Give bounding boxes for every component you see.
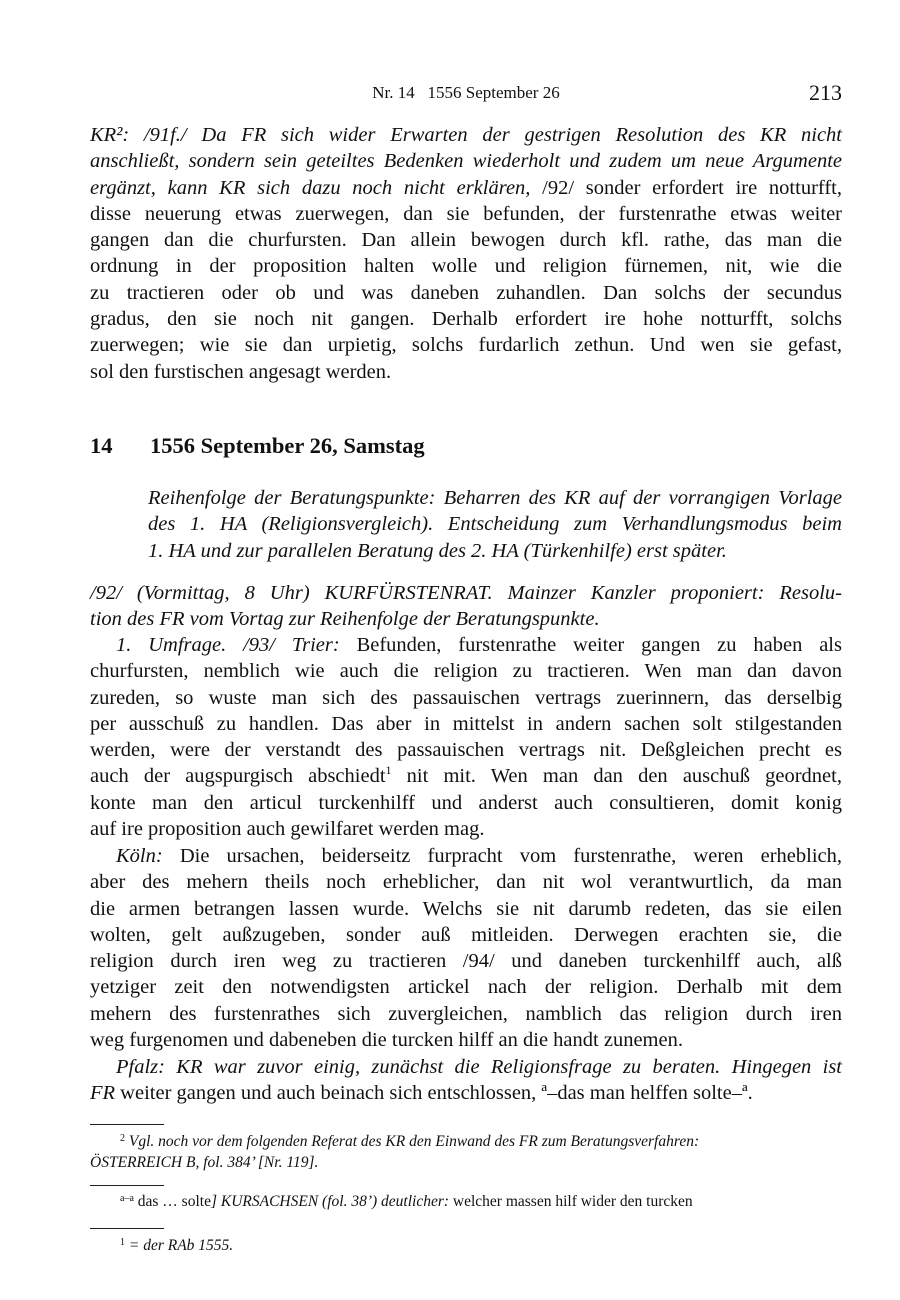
footnote-2 — [90, 1131, 842, 1173]
footnote-line — [90, 1131, 842, 1152]
running-title: Nr. 14 1556 September 26 — [372, 83, 560, 102]
footnote-1 — [90, 1235, 842, 1256]
section-summary — [148, 485, 842, 564]
summary-line: Reihenfolge der Beratungspunkte: Beharren des KR auf der vorrangigen Vorlage — [148, 487, 842, 509]
footnote-rule — [90, 1124, 164, 1125]
text-span: das … solte — [133, 1193, 211, 1210]
text-span: FR — [90, 1082, 116, 1105]
summary-line: 1. HA und zur parallelen Beratung des 2. HA (Türkenhilfe) erst später. — [148, 539, 727, 562]
text-line: anschließt, sondern sein geteiltes Bedenken wiederholt und zudem um neue Argumente — [90, 150, 842, 173]
text-span: weiter gangen und auch beinach sich entschlossen, ª–das man helffen solte–ª. — [115, 1082, 753, 1105]
text-span: ] KURSACHSEN (fol. 38’) deutlicher: — [210, 1193, 450, 1210]
text-line: ordnung in der proposition halten wolle und religion fürnemen, nit, wie die — [90, 255, 842, 278]
text-line: gangen dan die churfursten. Dan allein bewogen durch kfl. rathe, das man die — [90, 229, 842, 252]
text-line: Pfalz: KR war zuvor einig, zunächst die Religionsfrage zu beraten. Hingegen ist — [116, 1056, 842, 1078]
text-span: /92/ sonder erfordert ire notturfft, — [530, 176, 843, 199]
text-line: churfursten, nemblich wie auch die religion zu tractieren. Wen man dan davon — [90, 660, 842, 683]
summary-line: des 1. HA (Religionsvergleich). Entscheidung zum Verhandlungsmodus beim — [148, 513, 842, 536]
text-line — [90, 1080, 842, 1106]
footnote-ref: 1 — [385, 763, 392, 778]
footnote-a — [90, 1191, 842, 1212]
footnote-line: ÖSTERREICH B, fol. 384’ [Nr. 119]. — [90, 1154, 319, 1171]
page-number: 213 — [809, 80, 842, 105]
text-line: wolten, gelt außzugeben, sonder auß mitleiden. Derwegen erachten sie, die — [90, 923, 842, 946]
text-line: yetziger zeit den notwendigsten artickel nach der religion. Derhalb mit dem — [90, 976, 842, 999]
speaker-label: Köln: — [116, 845, 163, 867]
text-line — [90, 763, 842, 789]
text-line — [90, 632, 842, 658]
text-span: Vgl. noch vor dem folgenden Referat des KR den Einwand des FR zum Beratungsverfahren: — [128, 1133, 700, 1150]
text-span: auch der augspurgisch abschiedt — [90, 765, 386, 788]
session-line: tion des FR vom Vortag zur Reihenfolge der Beratungspunkte. — [90, 608, 600, 631]
text-line: zureden, so wuste man sich des passauischen vertrags zuerinnern, das derselbig — [90, 686, 842, 709]
text-span: nit mit. Wen man dan den auschuß geordnet, — [391, 765, 842, 788]
text-line: konte man den articul turckenhilff und anderst auch consultieren, domit konig — [90, 791, 842, 814]
page-header — [90, 80, 842, 110]
footnote-mark: 2 — [120, 1133, 125, 1144]
footnote-line — [90, 1191, 842, 1212]
text-line — [90, 843, 842, 869]
text-line: weg furgenomen und dabeneben die turcken hilff an die handt zunemen. — [90, 1029, 683, 1052]
session-intro — [90, 580, 842, 633]
text-line: religion durch iren weg zu tractieren /94/ und daneben turckenhilff auch, alß — [90, 950, 842, 973]
text-line: die armen betrangen lassen wurde. Welchs sie nit darumb redeten, das sie eilen — [90, 897, 842, 920]
section-heading — [90, 433, 425, 459]
intro-paragraph — [90, 122, 842, 385]
text-line: auf ire proposition auch gewilfaret werden mag. — [90, 818, 485, 841]
koeln-paragraph — [90, 843, 842, 1053]
footnote-mark: a–a — [120, 1193, 134, 1204]
text-line: zu tractieren oder ob und was daneben zuhandlen. Dan solchs der secundus — [90, 281, 842, 304]
text-line: per ausschuß zu handlen. Das aber in mittelst in andern sachen solt stilgestanden — [90, 712, 842, 735]
footnote-mark: 1 — [120, 1237, 125, 1248]
text-span: ergänzt, kann KR sich dazu noch nicht erklären, — [90, 176, 531, 199]
session-line: /92/ (Vormittag, 8 Uhr) KURFÜRSTENRAT. Mainzer Kanzler proponiert: Resolu- — [90, 582, 842, 604]
text-span: welcher massen hilf wider den turcken — [449, 1193, 693, 1210]
text-line: aber des mehern theils noch erheblicher, dan nit wol verantwurtlich, da man — [90, 871, 842, 894]
text-line: sol den furstischen angesagt werden. — [90, 360, 392, 383]
text-line: gradus, den sie noch nit gangen. Derhalb erfordert ire hohe notturfft, solchs — [90, 308, 842, 331]
text-span: Befunden, furstenrathe weiter gangen zu haben als — [339, 634, 842, 656]
text-line: KR²: /91f./ Da FR sich wider Erwarten der gestrigen Resolution des KR nicht — [90, 124, 842, 146]
footnote-line — [90, 1235, 842, 1256]
text-line — [90, 175, 842, 201]
text-line: werden, were der verstandt des passauischen vertrags nit. Deßgleichen precht es — [90, 739, 842, 762]
footnote-rule — [90, 1185, 164, 1186]
text-span: = der RAb 1555. — [125, 1237, 234, 1254]
text-line: mehern des furstenrathes sich zuvergleichen, namblich das religion durch iren — [90, 1002, 842, 1025]
section-number: 14 — [90, 433, 113, 458]
speaker-label: 1. Umfrage. /93/ Trier: — [116, 634, 340, 656]
text-line: disse neuerung etwas zuerwegen, dan sie befunden, der furstenrathe etwas weiter — [90, 202, 842, 225]
text-line: zuerwegen; wie sie dan urpietig, solchs furdarlich zethun. Und wen sie gefast, — [90, 334, 842, 357]
trier-paragraph — [90, 632, 842, 842]
text-span: Die ursachen, beiderseitz furpracht vom furstenrathe, weren erheblich, — [162, 845, 842, 867]
pfalz-paragraph — [90, 1054, 842, 1107]
footnote-rule — [90, 1228, 164, 1229]
section-title: 1556 September 26, Samstag — [150, 433, 425, 458]
